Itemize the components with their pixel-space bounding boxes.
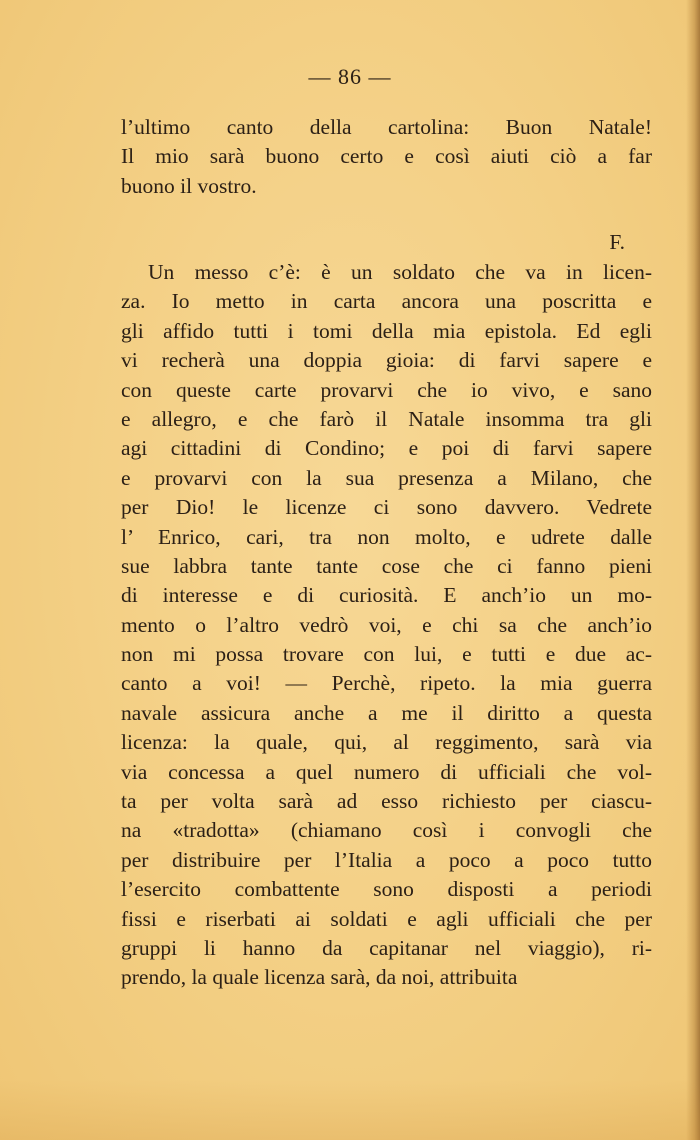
text-line: Il mio sarà buono certo e così aiuti ciò a far <box>121 144 652 169</box>
text-line: l’esercito combattente sono disposti a periodi <box>121 877 652 902</box>
text-line: canto a voi! — Perchè, ripeto. la mia guerra <box>121 671 652 696</box>
text-line: na «tradotta» (chiamano così i convogli che <box>121 818 652 843</box>
text-line: mento o l’altro vedrò voi, e chi sa che anch’io <box>121 612 652 637</box>
text-line: gruppi li hanno da capitanar nel viaggio), ri- <box>121 935 652 960</box>
text-line: agi cittadini di Condino; e poi di farvi sapere <box>121 436 652 461</box>
text-line: fissi e riserbati ai soldati e agli ufficiali che per <box>121 906 652 931</box>
text-line: per Dio! le licenze ci sono davvero. Vedrete <box>121 495 652 520</box>
page-number: — 86 — <box>308 64 392 89</box>
text-line: per distribuire per l’Italia a poco a poco tutto <box>121 847 652 872</box>
postscript-paragraph <box>121 258 652 993</box>
text-line: via concessa a quel numero di ufficiali che vol- <box>121 759 652 784</box>
text-line: e allegro, e che farò il Natale insomma tra gli <box>121 406 652 431</box>
letter-closing-paragraph <box>121 113 652 201</box>
text-line: vi recherà una doppia gioia: di farvi sapere e <box>121 348 652 373</box>
text-line: di interesse e di curiosità. E anch’io un mo- <box>121 583 652 608</box>
text-line: licenza: la quale, qui, al reggimento, sarà via <box>121 730 652 755</box>
text-line: gli affido tutti i tomi della mia epistola. Ed egli <box>121 318 652 343</box>
signature-initial: F. <box>609 230 625 254</box>
text-line: e provarvi con la sua presenza a Milano, che <box>121 465 652 490</box>
text-line: l’ultimo canto della cartolina: Buon Natale! <box>121 115 652 139</box>
page-edge-shadow <box>686 0 700 1140</box>
text-line: con queste carte provarvi che io vivo, e sano <box>121 377 652 402</box>
text-line: l’ Enrico, cari, tra non molto, e udrete dalle <box>121 524 652 549</box>
text-line: navale assicura anche a me il diritto a questa <box>121 700 652 725</box>
text-line: buono il vostro. <box>121 173 257 198</box>
text-line: sue labbra tante tante cose che ci fanno pieni <box>121 553 652 578</box>
text-line: Un messo c’è: è un soldato che va in licen- <box>148 260 652 284</box>
text-line: za. Io metto in carta ancora una poscritta e <box>121 289 652 314</box>
text-line: ta per volta sarà ad esso richiesto per ciascu- <box>121 789 652 814</box>
text-line: prendo, la quale licenza sarà, da noi, attribuita <box>121 965 518 990</box>
text-line: non mi possa trovare con lui, e tutti e due ac- <box>121 642 652 667</box>
page-bottom-shade <box>0 1080 700 1140</box>
